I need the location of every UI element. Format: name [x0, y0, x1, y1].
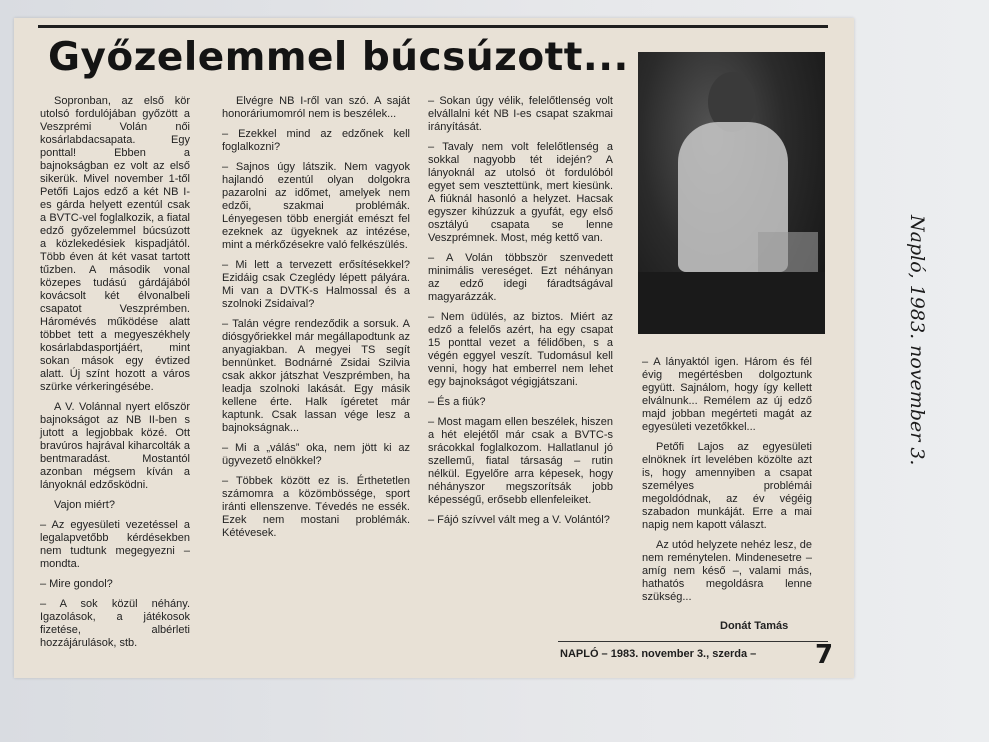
paragraph: – Mi a „válás” oka, nem jött ki az ügyvezető elnökkel? [222, 442, 410, 467]
paragraph: – Mi lett a tervezett erősítésekkel? Ezidáig csak Czeglédy lépett pályára. Mi van a DVTK-s Halmossal és a szolnoki Zsidaival? [222, 259, 410, 310]
paragraph: – A Volán többször szenvedett minimális vereséget. Ezt néhányan az edző idegi fáradtságával magyarázzák. [428, 252, 613, 303]
paragraph: – Mire gondol? [40, 578, 113, 590]
paragraph: – Sokan úgy vélik, felelőtlenség volt elvállalni két NB I-es csapat szakmai irányítását. [428, 95, 613, 133]
paragraph: – Nem üdülés, az biztos. Miért az edző a felelős azért, ha egy csapat 15 ponttal vezet a félidőben, s a végén eggyel veszít. Tudomásul kell venni, hogy hat emberrel nem lehet egy bajnokságot végigjátszani. [428, 311, 613, 388]
paragraph: – Ezekkel mind az edzőnek kell foglalkozni? [222, 128, 410, 153]
paragraph: Az utód helyzete nehéz lesz, de nem reménytelen. Mindenesetre – amíg nem késő –, valami más, hathatós megoldásra lenne szükség... [642, 539, 812, 603]
paragraph: – Sajnos úgy látszik. Nem vagyok hajlandó ezentúl olyan dolgokra pazarolni az időmet, amelyek nem edzői, szakmai problémák. Lényegesen több energiát emészt fel ezeknek az ügyeknek az intézése, mint a mérkőzésekre való felkészülés. [222, 161, 410, 251]
paragraph: – Többek között ez is. Érthetetlen számomra a közömbössége, sport iránti ellenszenve. Tévedés ne essék. Ezek nem mostani problémák. Kétévesek. [222, 475, 410, 539]
paragraph: Petőfi Lajos az egyesületi elnöknek írt levelében közölte azt is, hogy amennyiben a csapat személyes problémái megoldódnak, az év végéig szabadon munkáját. Erre a mai napig nem kapott választ. [642, 441, 812, 531]
article-column-1 [40, 95, 190, 657]
paragraph: A V. Volánnal nyert először bajnokságot az NB II-ben s jutott a legjobbak közé. Ott bravúros hajrával kiharcolták a bentmaradást. Mostantól azonban mégsem kíván a lányoknál edzősködni. [40, 401, 190, 491]
article-column-3 [428, 95, 613, 534]
photo-foreground-shape [638, 272, 825, 334]
paragraph: – A sok közül néhány. Igazolások, a játékosok fizetése, albérleti hozzájárulások, stb. [40, 598, 190, 649]
paragraph: – Tavaly nem volt felelőtlenség a sokkal nagyobb tét idején? A lányoknál az utolsó öt fordulóból egyet sem vesztettünk, mert kiesünk. A fiúknál hasonló a helyzet. Hacsak egyszer kihúzzuk a gyufát, egy első osztályú csapata se lenne Veszprémnek. Most, még kettő van. [428, 141, 613, 244]
paragraph: – Talán végre rendeződik a sorsuk. A diósgyőriekkel már megállapodtunk az anyagiakban. A megyei TS segít bennünket. Bodnárné Zsidai Szilvia csak akkor játszhat Veszprémben, ha leadja szolnoki lakását. Egy másik kellene érte. Halk ígéretet már kaptunk. Csak lassan vége lesz a bajnokságnak... [222, 318, 410, 434]
handwritten-note: Napló, 1983. november 3. [906, 215, 928, 466]
article-column-4 [642, 356, 812, 611]
paragraph: Vajon miért? [54, 499, 115, 511]
top-rule [38, 25, 828, 28]
paragraph: Elvégre NB I-ről van szó. A saját honoráriumomról nem is beszélek... [222, 95, 410, 120]
paragraph: – Az egyesületi vezetéssel a legalapvetőbb kérdésekben nem tudtunk megegyezni – mondta. [40, 519, 190, 570]
paragraph: – Fájó szívvel vált meg a V. Volántól? [428, 514, 610, 526]
paragraph: Sopronban, az első kör utolsó fordulójában győzött a Veszprémi Volán női kosárlabdacsapata. Egy ponttal! Ebben a bajnokságban ez volt az első sikerük. Mivel november 1-től Petőfi Lajos edző a két NB I-es gárda helyett ezentúl csak a BVTC-vel foglalkozik, a fiatal edző győzelemmel búcsúzott a közlekedésiek kispadjától. Több éven át két vasat tartott tűzben. A második vonal közepes tudású gárdájából kovácsolt két élvonalbeli csapatot Veszprémben. Háromévés működése alatt többet tett a megyeszékhely kosárlabdasportjáért, mint sokan mások egy évtized alatt. Új színt hozott a város szürke vérkeringésébe. [40, 95, 190, 393]
page-number: 7 [815, 640, 834, 670]
paragraph: – Most magam ellen beszélek, hiszen a hét elejétől már csak a BVTC-s srácokkal foglalkozom. Hallatlanul jó szellemű, fiatal társaság – rutin nélkül. Egyelőre arra képesek, hogy néhányszor megszorítsák jobb képességű, erősebb ellenfeleiket. [428, 416, 613, 506]
footer-rule [558, 641, 828, 642]
article-column-2 [222, 95, 410, 547]
page-footer: NAPLÓ – 1983. november 3., szerda – [560, 648, 757, 660]
headline: Győzelemmel búcsúzott... [48, 35, 629, 80]
author-byline: Donát Tamás [720, 620, 789, 632]
article-photo [638, 52, 825, 334]
paragraph: – A lányaktól igen. Három és fél évig megértésben dolgoztunk együtt. Sajnálom, hogy így kellett elválnunk... Remélem az új edző majd jobban megérteti magát az egyesületi vezetőkkel... [642, 356, 812, 433]
paragraph: – És a fiúk? [428, 396, 486, 408]
